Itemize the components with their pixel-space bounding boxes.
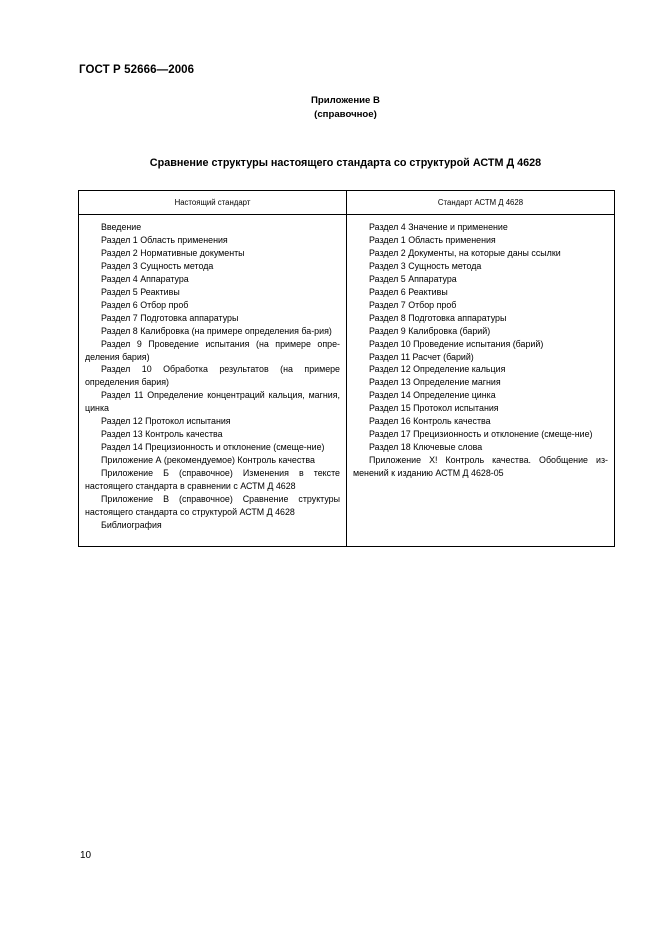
list-item: Приложение А (рекомендуемое) Контроль качества (101, 455, 315, 466)
list-item: Раздел 15 Протокол испытания (369, 403, 499, 414)
astm-standard-structure (347, 215, 615, 547)
list-item: Раздел 13 Определение магния (369, 377, 501, 388)
list-item: Раздел 16 Контроль качества (369, 416, 491, 427)
list-item: Раздел 1 Область применения (101, 234, 228, 245)
document-code: ГОСТ Р 52666—2006 (79, 64, 195, 76)
table-row (79, 215, 615, 547)
list-item: Приложение В (справочное) Сравнение структуры настоящего стандарта со структурой АСТМ Д 4628 (85, 494, 340, 517)
current-standard-structure (79, 215, 347, 547)
list-item: Приложение X! Контроль качества. Обобщение из-менений к изданию АСТМ Д 4628-05 (353, 455, 608, 479)
list-item: Раздел 9 Проведение испытания (на примере опре-деления бария) (85, 338, 340, 362)
list-item: Раздел 11 Расчет (барий) (369, 351, 474, 362)
list-item: Раздел 4 Значение и применение (369, 222, 508, 232)
list-item: Раздел 14 Прецизионность и отклонение (смеще-ние) (101, 442, 325, 453)
appendix-title: Приложение В (311, 95, 380, 106)
list-item: Раздел 13 Контроль качества (101, 429, 223, 440)
list-item: Раздел 18 Ключевые слова (369, 442, 483, 453)
list-item: Раздел 8 Подготовка аппаратуры (369, 312, 507, 323)
list-item: Раздел 17 Прецизионность и отклонение (смеще-ние) (369, 429, 593, 440)
list-item: Приложение Б (справочное) Изменения в тексте настоящего стандарта в сравнении с АСТМ Д 4628 (85, 468, 340, 492)
list-item: Раздел 5 Аппаратура (369, 273, 457, 284)
list-item: Раздел 6 Реактивы (369, 286, 448, 297)
document-title: Сравнение структуры настоящего стандарта со структурой АСТМ Д 4628 (149, 157, 542, 169)
list-item: Раздел 3 Сущность метода (101, 260, 214, 271)
list-item: Раздел 9 Калибровка (барий) (369, 325, 491, 336)
list-item: Введение (101, 222, 142, 232)
list-item: Раздел 4 Аппаратура (101, 273, 189, 284)
list-item: Раздел 12 Определение кальция (369, 364, 506, 375)
list-item: Раздел 2 Нормативные документы (101, 247, 245, 258)
list-item: Раздел 7 Подготовка аппаратуры (101, 312, 239, 323)
appendix-heading (0, 94, 661, 122)
header-astm-standard: Стандарт АСТМ Д 4628 (347, 191, 615, 215)
list-item: Раздел 11 Определение концентраций кальция, магния, цинка (85, 390, 340, 414)
list-item: Раздел 10 Проведение испытания (барий) (369, 338, 544, 349)
list-item: Раздел 8 Калибровка (на примере определения ба-рия) (101, 325, 332, 336)
list-item: Раздел 3 Сущность метода (369, 260, 482, 271)
list-item: Раздел 2 Документы, на которые даны ссылки (369, 247, 561, 258)
list-item: Раздел 7 Отбор проб (369, 299, 457, 310)
list-item: Раздел 1 Область применения (369, 234, 496, 245)
list-item: Библиография (101, 519, 162, 530)
list-item: Раздел 5 Реактивы (101, 286, 180, 297)
list-item: Раздел 10 Обработка результатов (на примере определения бария) (85, 364, 340, 388)
comparison-table (78, 190, 615, 547)
table-header-row (79, 191, 615, 215)
appendix-subtitle: (справочное) (314, 109, 377, 120)
page-number: 10 (80, 850, 92, 861)
header-current-standard: Настоящий стандарт (79, 191, 347, 215)
list-item: Раздел 14 Определение цинка (369, 390, 496, 401)
list-item: Раздел 6 Отбор проб (101, 299, 189, 310)
list-item: Раздел 12 Протокол испытания (101, 416, 231, 427)
